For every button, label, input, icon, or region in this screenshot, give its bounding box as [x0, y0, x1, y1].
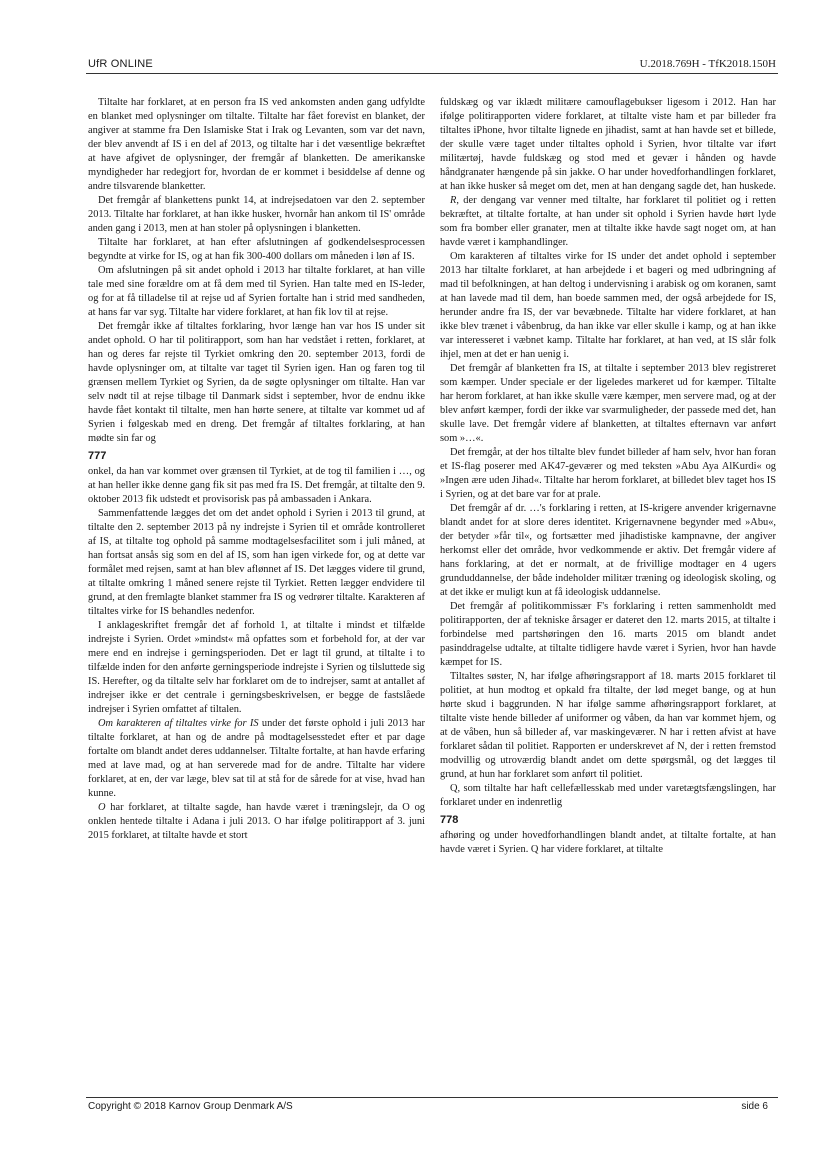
- paragraph: Det fremgår af blankettens punkt 14, at indrejsedatoen var den 2. september 2013. Tiltalte har forklaret, at han ikke husker, hvornår han ankom til IS' område anden gang i 2013, men at han stoler på oplysningen i blanketten.: [88, 195, 425, 234]
- document-reference: U.2018.769H - TfK2018.150H: [639, 58, 776, 70]
- paragraph: Om karakteren af tiltaltes virke for IS under det andet ophold i september 2013 har tiltalte forklaret, at han arbejdede i et bageri og med udbringning af mad til befolkningen, at han deltog i undervisning i arabisk og om koranen, samt at han lavede mad til dem, han boede sammen med, der også arbejdede for IS, herunder andre fra IS, der var bevæbnede. Tiltalte har videre forklaret, at han ikke blev trænet i våbenbrug, da han ikke var eller skulle i kamp, og at han ikke var interesseret i væbnet kamp. Tiltalte har forklaret, at han ved, at IS slår folk ihjel, men at det er han uenig i.: [440, 251, 776, 360]
- page-number: side 6: [741, 1101, 768, 1112]
- original-page-number: 777: [88, 450, 107, 462]
- paragraph: Q, som tiltalte har haft cellefællesskab med under varetægtsfængslingen, har forklaret under en indenretlig: [440, 783, 776, 808]
- italic-lead: O: [98, 802, 106, 813]
- paragraph: onkel, da han var kommet over grænsen til Tyrkiet, at de tog til familien i …, og at han heller ikke denne gang fik sit pas med fra IS. Det fremgår, at tiltalte den 9. oktober 2013 fik udstedt et provisorisk pas på ambassaden i Ankara.: [88, 466, 425, 505]
- paragraph: Det fremgår af dr. …'s forklaring i retten, at IS-krigere anvender krigernavne blandt andet for at slore deres identitet. Krigernavnene begynder med »Abu«, der betyder »får til«, og fortsætter med jihadistiske kampnavne, der angiver herkomst eller det område, hvor vedkommende er aktiv. Det fremgår videre af hans forklaring, at det er normalt, at de frivillige modtager en 4 ugers grunduddannelse, der både indeholder militær træning og ideologisk skoling, og at det ikke er muligt kun at få ideologisk uddannelse.: [440, 503, 776, 598]
- paragraph: Tiltaltes søster, N, har ifølge afhøringsrapport af 18. marts 2015 forklaret til politiet, at hun modtog et opkald fra tiltalte, der lød meget bange, og at hun hørte skud i baggrunden. N har ifølge samme afhøringsrapport forklaret, at tiltalte viste hende billeder af uniformer og våben, da han var kommet hjem, og at de våben, hun så billeder af, var maskingeværer. N har i retten afvist at have forklaret sådan til politiet. Rapporten er underskrevet af N, der i retten fremstod modvillig og utroværdig blandt andet om dette spørgsmål, og det lægges til grund, at hun har forklaret som anført til politiet.: [440, 671, 776, 780]
- paragraph-text: har forklaret, at tiltalte sagde, han havde været i træningslejr, da O og onklen hentede tiltalte i Adana i juli 2013. O har ifølge politirapport af 3. juni 2015 forklaret, at tiltalte havde et stort: [88, 802, 425, 841]
- right-text-column: [440, 96, 776, 857]
- paragraph: Tiltalte har forklaret, at han efter afslutningen af godkendelsesprocessen begyndte at virke for IS, og at han fik 300-400 dollars om måneden i løn af IS.: [88, 237, 425, 262]
- paragraph: I anklageskriftet fremgår det af forhold 1, at tiltalte i mindst et tilfælde indrejste i Syrien. Ordet »mindst« må opfattes som et forbehold for, at der var mere end en indrejse i gerningsperioden. Det er lagt til grund, at tiltalte i to tilfælde inden for den anførte gerningsperiode indrejste i Syrien og tilsluttede sig IS. Herefter, og da tiltalte selv har forklaret om de to indrejser, samt at antallet af indrejser ikke er det centrale i gerningsbeskrivelsen, er begge de fastslåede indrejser i Syrien omfattet af tiltalen.: [88, 620, 425, 715]
- paragraph: [440, 194, 776, 250]
- paragraph: Tiltalte har forklaret, at en person fra IS ved ankomsten anden gang udfyldte en blanket med oplysninger om tiltalte. Tiltalte har fået forevist en blanket, der angiver at stamme fra Den Islamiske Stat i Irak og Levanten, som var det navn, der blev anvendt af IS i en del af 2013, og tiltalte har i det væsentlige bekræftet at have afgivet de oplysninger, der fremgår af blanketten. De amerikanske myndigheder har redegjort for, hvordan de er kommet i besiddelse af denne og andre tilsvarende blanketter.: [88, 97, 425, 192]
- footer-rule: [86, 1097, 778, 1098]
- paragraph: Det fremgår ikke af tiltaltes forklaring, hvor længe han var hos IS under sit andet ophold. O har til politirapport, som han har vedstået i retten, forklaret, at han og deres far rejste til Tyrkiet omkring den 20. september 2013, fordi de havde oplysninger om, at tiltalte var taget til Syrien igen. Han og faren tog til grænsen mellem Tyrkiet og Syrien, da de søgte oplysninger om tiltalte. Han var selv nødt til at rejse tilbage til Danmark sidst i september, hvor de endnu ikke havde fået kontakt til tiltalte, men han hørte senere, at tiltalte var kommet ud af Syrien i følgeskab med en dreng. Det fremgår af tiltaltes forklaring, at han mødte sin far og: [88, 321, 425, 444]
- italic-lead: Om karakteren af tiltaltes virke for IS: [98, 718, 259, 729]
- paragraph: Det fremgår af blanketten fra IS, at tiltalte i september 2013 blev registreret som kæmper. Under speciale er der ligeledes markeret ud for kæmper. Tiltalte har herom forklaret, at han ikke skulle være kæmper, men servere mad, og at der blev anført kæmper, fordi der ikke var svarmuligheder, der passede med det, han skulle lave. Det fremgår videre af blanketten, at tiltaltes efternavn var anført som »…«.: [440, 363, 776, 444]
- header-rule: [86, 73, 778, 74]
- paragraph: Om afslutningen på sit andet ophold i 2013 har tiltalte forklaret, at han ville tale med sine forældre om at få dem med til Syrien. Han talte med en IS-leder, og for at få tilladelse til at rejse ud af Syrien fortalte han i strid med sandheden, at hans far var syg. Tiltalte har videre forklaret, at han fik lov til at rejse.: [88, 265, 425, 318]
- paragraph: Det fremgår, at der hos tiltalte blev fundet billeder af ham selv, hvor han foran et IS-flag poserer med AK47-geværer og med teksten »Abu Aya AlKurdi« og »Ingen ære uden Jihad«. Tiltalte har herom forklaret, at billedet blev taget hos IS i Syrien, og at det bare var for at prale.: [440, 447, 776, 500]
- paragraph: [88, 801, 425, 843]
- italic-lead: R: [450, 195, 457, 206]
- paragraph-text: , der dengang var venner med tiltalte, har forklaret til politiet og i retten bekræftet, at tiltalte fortalte, at han under sit ophold i Syrien havde hørt lyde som fra bomber eller granater, men at tiltalte ikke havde sagt noget om, at han havde været i kamphandlinger.: [440, 195, 776, 248]
- original-page-number: 778: [440, 814, 459, 826]
- paragraph-text: under det første ophold i juli 2013 har tiltalte forklaret, at han og de andre på modtagelsesstedet efter et par dage fortalte om blandt andet deres uddannelser. Tiltalte fortalte, at han havde erfaring med at lave mad, og at han serverede mad for de andre. Tiltalte har videre forklaret, at en, der var læge, blev sat til at stå for de sårede for at vise, hvad han kunne.: [88, 718, 425, 799]
- paragraph: Det fremgår af politikommissær F's forklaring i retten sammenholdt med politirapporten, der af tekniske årsager er dateret den 12. marts 2015, at tiltalte i forbindelse med partshøringen den 16. marts 2015 om blandt andet pasinddragelse udtalte, at tiltalte tidligere havde været i Syrien, hvor han havde kæmpet for IS.: [440, 601, 776, 668]
- paragraph: [88, 717, 425, 801]
- paragraph: afhøring og under hovedforhandlingen blandt andet, at tiltalte fortalte, at han havde været i Syrien. Q har videre forklaret, at tiltalte: [440, 830, 776, 855]
- left-text-column: [88, 96, 425, 843]
- paragraph: Sammenfattende lægges det om det andet ophold i Syrien i 2013 til grund, at tiltalte den 2. september 2013 på ny indrejste i Syrien til et område kontrolleret af IS, at tiltalte tog ophold på samme modtagelsesfacilitet som i juli måned, at han fortsat ansås sig som en del af IS, som han igen virkede for, og at dette var formålet med rejsen, samt at han blev aflønnet af IS. Det lægges videre til grund, at tiltalte omkring 1 måned senere rejste til Tyrkiet. Retten lægger endvidere til grund, at den fremlagte blanket stammer fra IS og vedrører tiltalte. Karakteren af tiltaltes virke for IS behandles nedenfor.: [88, 508, 425, 617]
- publisher-label: UfR ONLINE: [88, 58, 153, 70]
- paragraph: fuldskæg og var iklædt militære camouflagebukser ligesom i 2012. Han har ifølge politirapporten videre forklaret, at tiltalte viste ham et par billeder fra tiltaltes iPhone, hvor tiltalte lignede en jihadist, samt at han havde set et billede, der skulle være taget under tiltaltes ophold i Syrien, hvor tiltalte var iført militærtøj, havde fuldskæg og stod med et gevær i hånden og havde håndgranater hængende på sin jakke. O har under hovedforhandlingen forklaret, at han ikke husker så meget om det, men at han dengang sagde det, han huskede.: [440, 97, 776, 192]
- copyright-notice: Copyright © 2018 Karnov Group Denmark A/S: [88, 1101, 293, 1112]
